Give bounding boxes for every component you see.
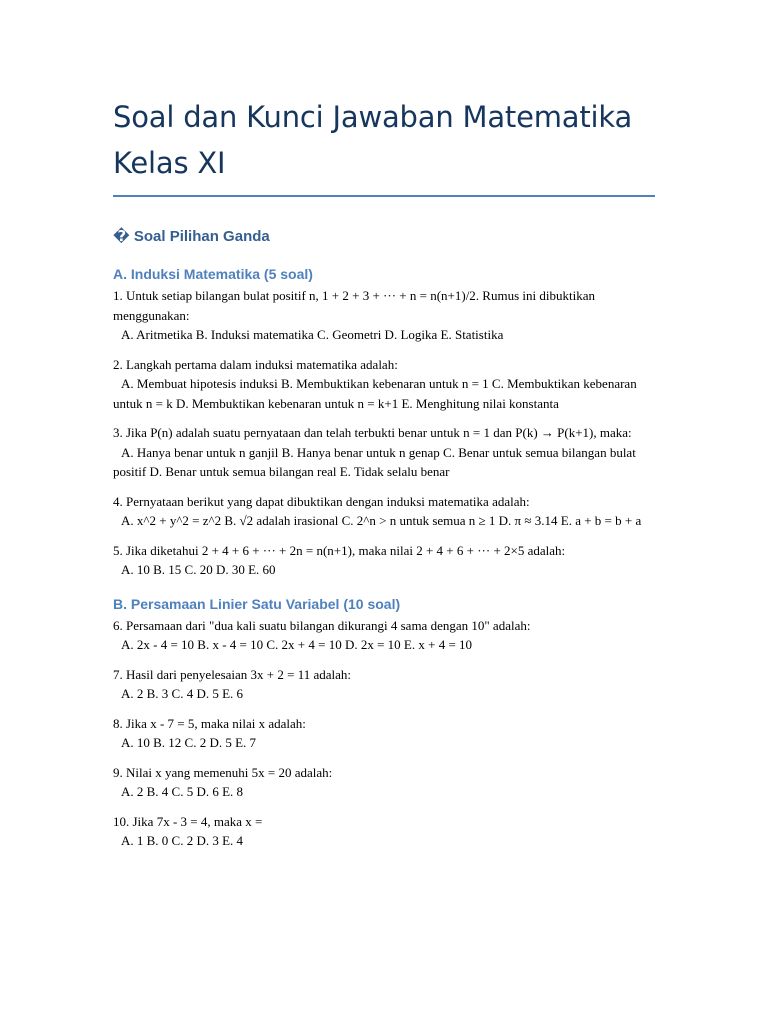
- question-text: 3. Jika P(n) adalah suatu pernyataan dan telah terbukti benar untuk n = 1 dan P(k) → P(k+1), maka:: [113, 425, 632, 440]
- question-options: A. 2 B. 3 C. 4 D. 5 E. 6: [121, 686, 244, 701]
- question-4: [113, 492, 655, 531]
- question-text: 4. Pernyataan berikut yang dapat dibuktikan dengan induksi matematika adalah:: [113, 493, 530, 509]
- question-text: 8. Jika x - 7 = 5, maka nilai x adalah:: [113, 715, 306, 731]
- question-text: 7. Hasil dari penyelesaian 3x + 2 = 11 adalah:: [113, 666, 351, 682]
- question-1: [113, 286, 655, 345]
- subsection-heading-a: A. Induksi Matematika (5 soal): [113, 266, 313, 282]
- question-10: [113, 812, 655, 851]
- question-3: [113, 423, 655, 482]
- question-text: 10. Jika 7x - 3 = 4, maka x =: [113, 813, 263, 829]
- question-options: A. Membuat hipotesis induksi B. Membuktikan kebenaran untuk n = 1 C. Membuktikan kebenaran untuk n = k D. Membuktikan kebenaran untuk n = k+1 E. Menghitung nilai konstanta: [113, 376, 637, 411]
- question-5: [113, 541, 655, 580]
- question-9: [113, 763, 655, 802]
- question-options: A. 2 B. 4 C. 5 D. 6 E. 8: [121, 784, 244, 799]
- question-options: A. 10 B. 12 C. 2 D. 5 E. 7: [121, 735, 257, 750]
- question-7: [113, 665, 655, 704]
- document-title: Soal dan Kunci Jawaban Matematika Kelas XI: [113, 100, 633, 180]
- question-text: 6. Persamaan dari "dua kali suatu bilangan dikurangi 4 sama dengan 10" adalah:: [113, 617, 531, 633]
- question-options: A. Aritmetika B. Induksi matematika C. Geometri D. Logika E. Statistika: [121, 327, 504, 342]
- section-title: � Soal Pilihan Ganda: [113, 228, 270, 245]
- question-options: A. 1 B. 0 C. 2 D. 3 E. 4: [121, 833, 244, 848]
- question-2: [113, 355, 655, 414]
- question-options: A. Hanya benar untuk n ganjil B. Hanya benar untuk n genap C. Benar untuk semua bilangan bulat positif D. Benar untuk semua bilangan real E. Tidak selalu benar: [113, 444, 636, 479]
- question-text: 2. Langkah pertama dalam induksi matematika adalah:: [113, 356, 398, 372]
- question-text: 9. Nilai x yang memenuhi 5x = 20 adalah:: [113, 764, 333, 780]
- question-text: 1. Untuk setiap bilangan bulat positif n, 1 + 2 + 3 + ··· + n = n(n+1)/2. Rumus ini dibuktikan menggunakan:: [113, 288, 595, 323]
- title-underline: [113, 195, 655, 197]
- question-options: A. 10 B. 15 C. 20 D. 30 E. 60: [121, 562, 276, 577]
- question-8: [113, 714, 655, 753]
- question-options: A. x^2 + y^2 = z^2 B. √2 adalah irasional C. 2^n > n untuk semua n ≥ 1 D. π ≈ 3.14 E. a + b = b + a: [121, 513, 642, 528]
- question-options: A. 2x - 4 = 10 B. x - 4 = 10 C. 2x + 4 = 10 D. 2x = 10 E. x + 4 = 10: [121, 637, 473, 652]
- question-6: [113, 616, 655, 655]
- question-text: 5. Jika diketahui 2 + 4 + 6 + ··· + 2n = n(n+1), maka nilai 2 + 4 + 6 + ··· + 2×5 adalah:: [113, 542, 566, 558]
- subsection-heading-b: B. Persamaan Linier Satu Variabel (10 soal): [113, 595, 401, 612]
